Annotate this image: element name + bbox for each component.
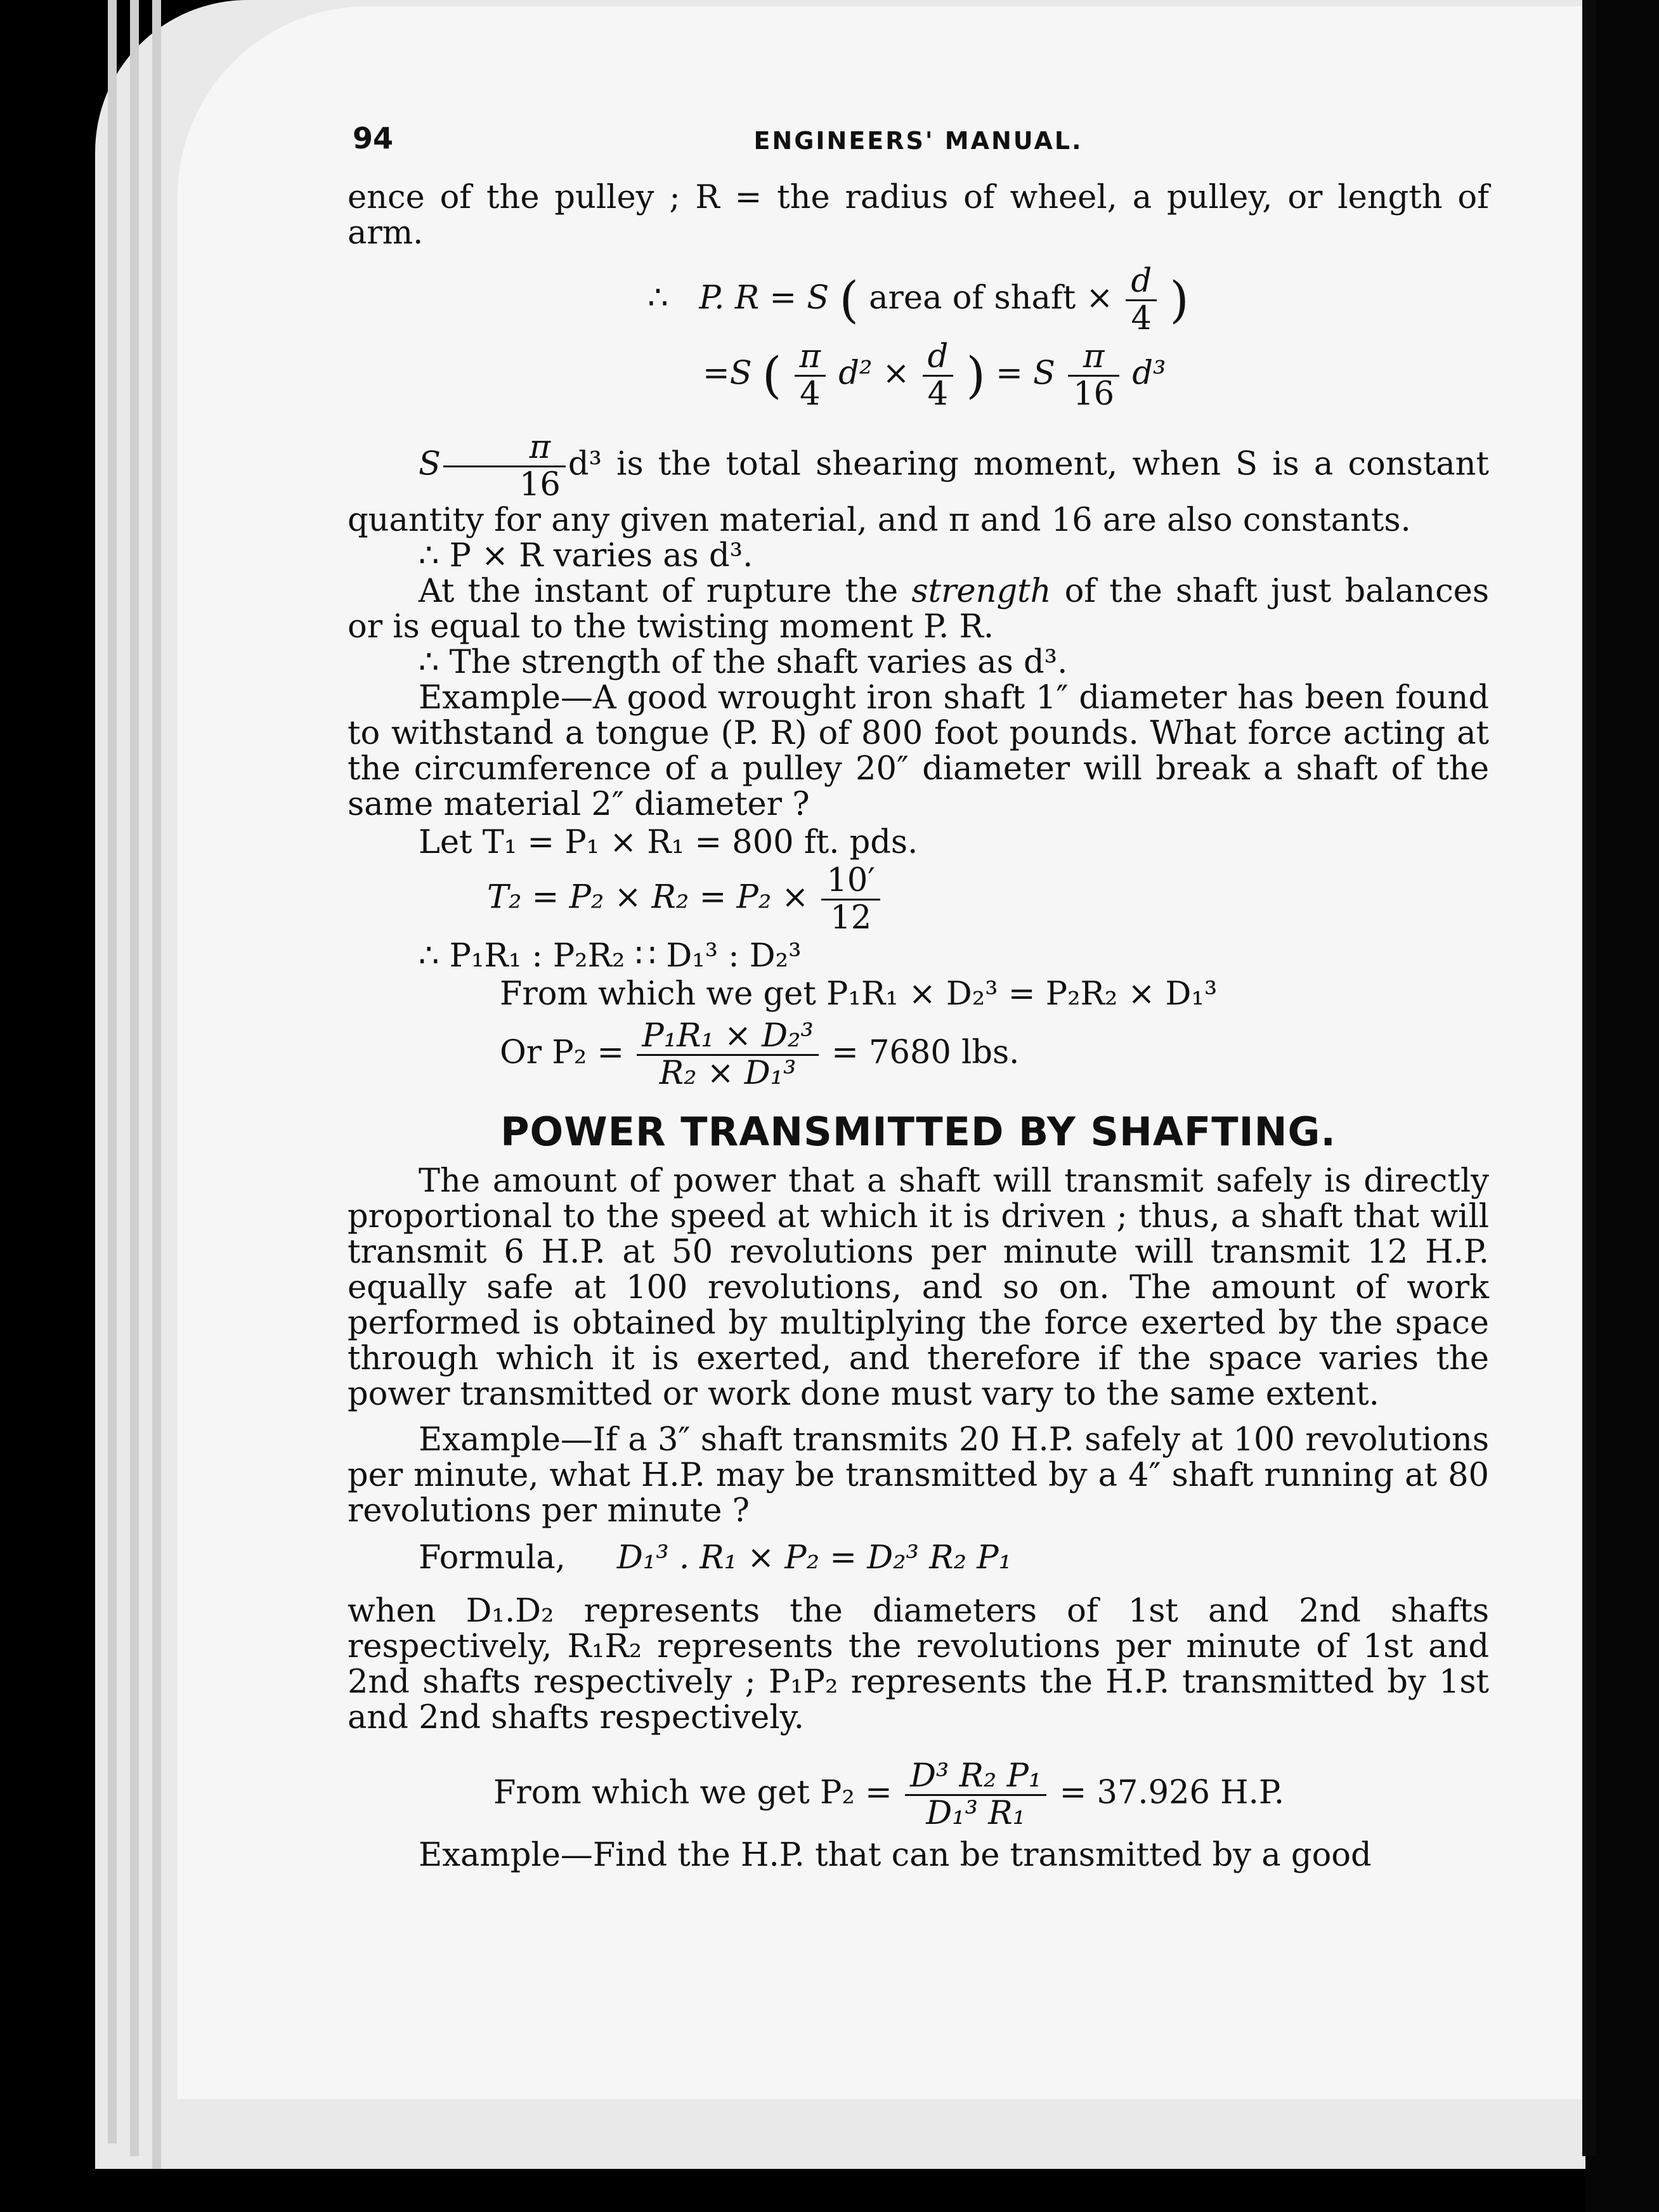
from-which-2-pre: From which we get P₂ = (493, 1774, 892, 1812)
eq2-d-fraction (923, 339, 954, 412)
eq2-d-num: d (923, 339, 954, 377)
shearing-text: d³ is the total shearing moment, when S is a constant quantity for any given material, and π and 16 are also constants. (348, 445, 1489, 539)
t2-pre: T₂ = P₂ × R₂ = P₂ × (487, 878, 809, 916)
therefore-symbol: ∴ (647, 279, 668, 317)
shearing-pi-fraction (443, 430, 566, 503)
shearing-pi-num: π (443, 430, 566, 467)
close-paren-icon: ) (1169, 271, 1189, 329)
page-gutter (1582, 0, 1596, 2156)
eq2-rpi-num: π (1068, 339, 1119, 377)
page-edge-1 (108, 0, 117, 2144)
let-line: Let T₁ = P₁ × R₁ = 800 ft. pds. (419, 824, 918, 861)
page-content (348, 114, 1489, 1873)
strength-line: ∴ The strength of the shaft varies as d³. (419, 644, 1068, 681)
rupture-emphasis: strength (911, 573, 1051, 610)
running-title: ENGINEERS' MANUAL. (753, 127, 1083, 155)
book-spine-shadow (1585, 0, 1659, 2212)
from-which-2-fraction (905, 1759, 1046, 1831)
page-number: 94 (353, 121, 394, 155)
or-post: = 7680 lbs. (831, 1034, 1020, 1072)
rupture-paragraph (348, 574, 1489, 645)
or-pre: Or P₂ = (500, 1034, 625, 1072)
shearing-paragraph (348, 430, 1489, 538)
or-fraction (637, 1018, 819, 1091)
eq2-rhs: = S (996, 355, 1055, 393)
shearing-lead: S (419, 445, 441, 483)
eq1-frac-den: 4 (1131, 300, 1152, 337)
eq2-d-sq: d² × (838, 355, 910, 393)
open-paren-icon: ( (762, 347, 782, 405)
or-den: R₂ × D₁³ (659, 1055, 797, 1092)
example-3: Example—Find the H.P. that can be transmitted by a good (419, 1837, 1372, 1874)
equation-2 (703, 339, 1489, 412)
eq2-part1: =S (703, 355, 752, 393)
example-1: Example—A good wrought iron shaft 1″ diameter has been found to withstand a tongue (P. R) of 800 foot pounds. What force acting at the circumference of a pulley 20″ diameter will break a shaft of the same material 2″ diameter ? (348, 679, 1489, 823)
eq2-pi-fraction (795, 339, 826, 412)
or-num: P₁R₁ × D₂³ (637, 1018, 819, 1056)
rupture-pre: At the instant of rupture the (419, 573, 912, 610)
eq2-d-den: 4 (927, 375, 949, 413)
from-which-1: From which we get P₁R₁ × D₂³ = P₂R₂ × D₁³ (500, 975, 1218, 1013)
page-edge-2 (130, 0, 139, 2156)
open-paren-icon: ( (839, 271, 859, 329)
eq1-lhs: P. R = S (699, 279, 829, 317)
equation-1 (348, 264, 1489, 337)
rupture-post: of the shaft just balances or is equal to the twisting moment P. R. (348, 573, 1489, 646)
formula-line (419, 1540, 1489, 1576)
page-edge-3 (152, 0, 161, 2169)
t2-line (487, 863, 1489, 936)
spacer (348, 1578, 1489, 1594)
eq2-rhs-tail: d³ (1132, 355, 1166, 393)
varies-line: ∴ P × R varies as d³. (419, 537, 753, 575)
shearing-pi-den: 16 (519, 466, 561, 504)
close-paren-icon: ) (966, 347, 986, 405)
eq2-pi-num: π (795, 339, 826, 377)
when-paragraph: when D₁.D₂ represents the diameters of 1st and 2nd shafts respectively, R₁R₂ represents the revolutions per minute of 1st and 2nd shafts respectively ; P₁P₂ represents the H.P. transmitted by 1st and 2nd shafts respectively. (348, 1592, 1489, 1736)
t2-num: 10′ (821, 863, 880, 901)
t2-fraction (821, 863, 880, 936)
formula-expr: D₁³ . R₁ × P₂ = D₂³ R₂ P₁ (616, 1539, 1012, 1577)
eq2-rpi-fraction (1068, 339, 1119, 412)
power-paragraph: The amount of power that a shaft will transmit safely is directly proportional to the speed at which it is driven ; thus, a shaft that will transmit 6 H.P. at 50 revolutions per minute will transmit 12 H.P. equally safe at 100 revolutions, and so on. The amount of work performed is obtained by multiplying the force exerted by the space through which it is exerted, and therefore if the space varies the power transmitted or work done must vary to the same extent. (348, 1162, 1489, 1413)
eq2-rpi-den: 16 (1073, 375, 1115, 413)
from-which-2 (493, 1759, 1489, 1831)
section-title: POWER TRANSMITTED BY SHAFTING. (500, 1109, 1336, 1155)
intro-line: ence of the pulley ; R = the radius of wheel, a pulley, or length of arm. (348, 179, 1489, 252)
page-header (348, 114, 1489, 165)
from-which-2-den: D₁³ R₁ (926, 1795, 1026, 1832)
spacer (348, 415, 1489, 430)
from-which-2-num: D³ R₂ P₁ (905, 1759, 1046, 1796)
or-line (500, 1018, 1489, 1091)
ratio-line: ∴ P₁R₁ : P₂R₂ ∷ D₁³ : D₂³ (419, 937, 802, 975)
t2-den: 12 (830, 899, 872, 937)
from-which-2-post: = 37.926 H.P. (1059, 1774, 1285, 1812)
eq1-frac-num: d (1126, 264, 1157, 301)
eq2-pi-den: 4 (800, 375, 821, 413)
formula-label: Formula, (419, 1539, 566, 1577)
example-2: Example—If a 3″ shaft transmits 20 H.P. safely at 100 revolutions per minute, what H.P. may be transmitted by a 4″ shaft running at 80 revolutions per minute ? (348, 1421, 1489, 1530)
eq1-fraction (1126, 264, 1157, 337)
eq1-inner: area of shaft × (869, 279, 1114, 317)
